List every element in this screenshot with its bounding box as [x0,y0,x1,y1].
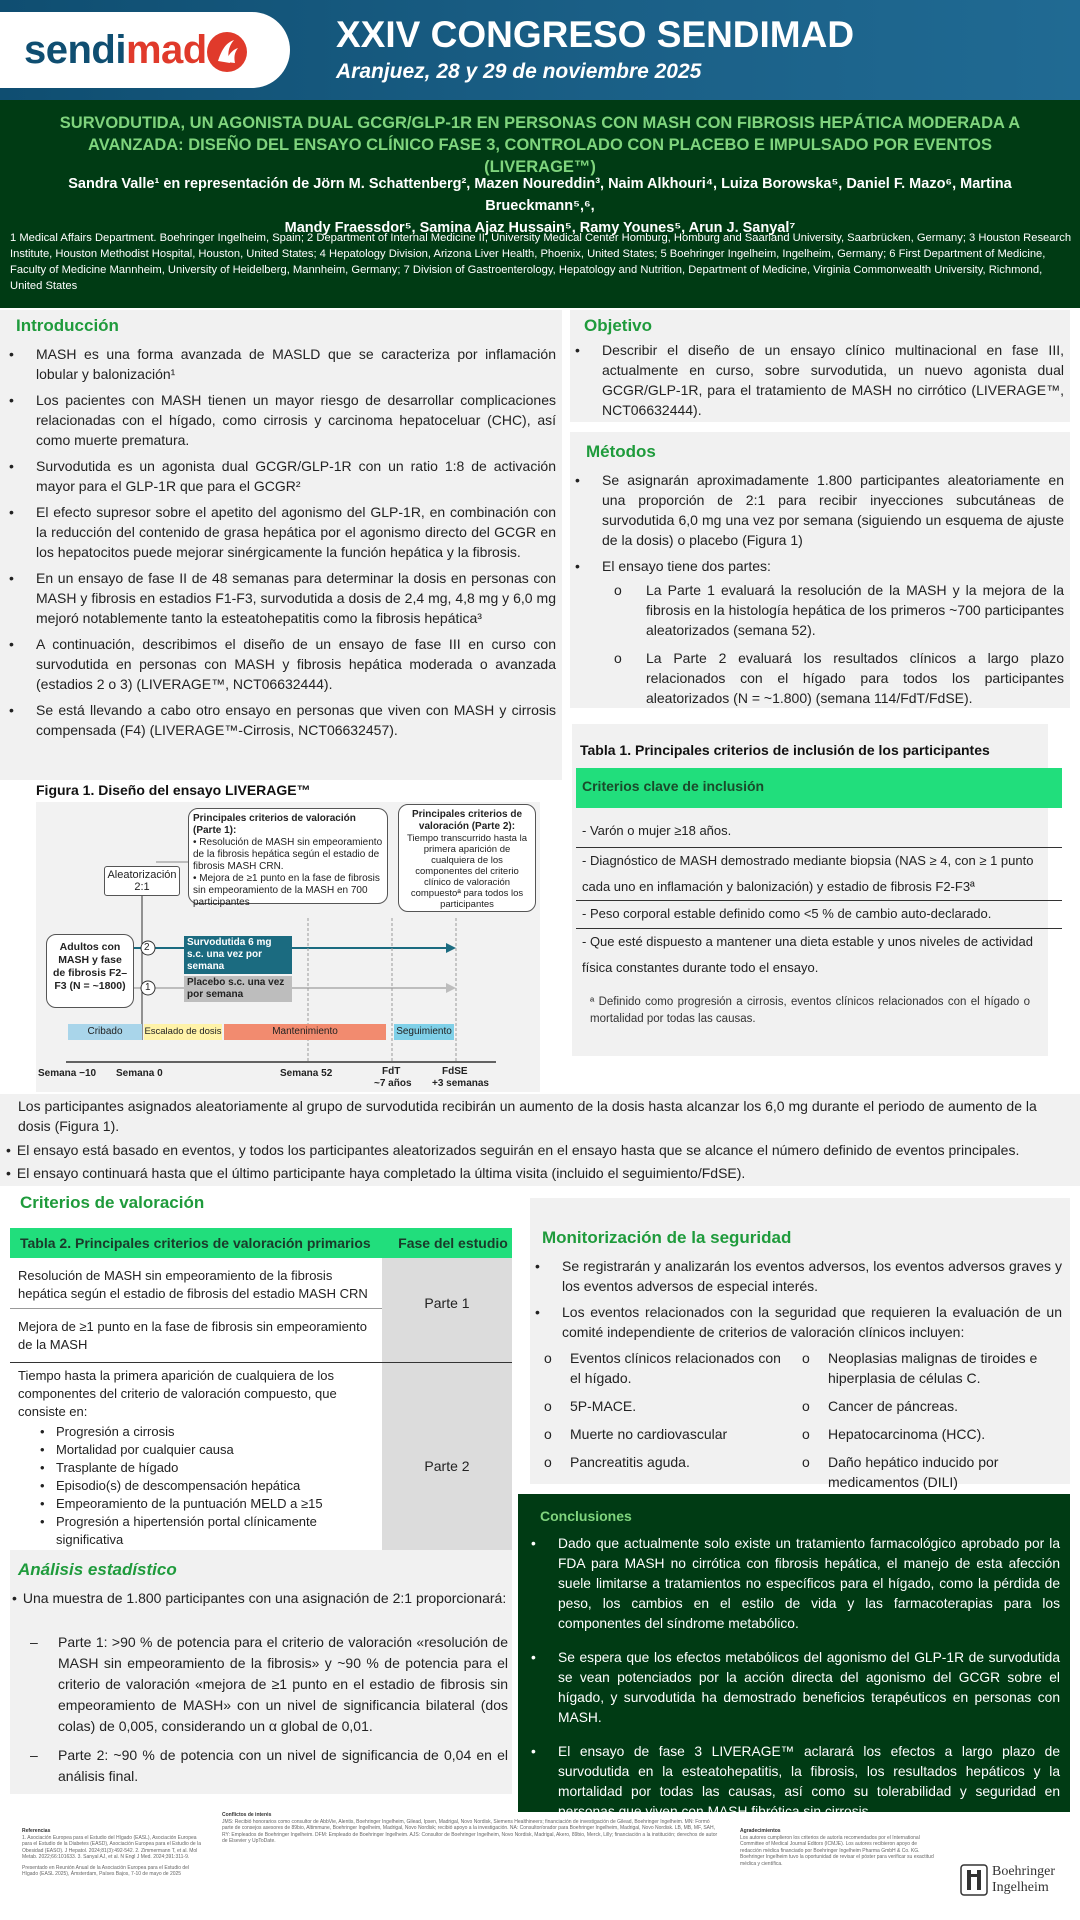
intro-item: • Se está llevando a cabo otro ensayo en personas que viven con MASH y cirrosis compensada (F4) (LIVERAGE™-Cirrosis, NCT06632457). [6,700,556,740]
table2-phase: Parte 1 [424,1295,470,1311]
table2-composite-item: • Trasplante de hígado [18,1459,378,1477]
design-note: • El ensayo está basado en eventos, y todos los participantes aleatorizados seguirán en el ensayo hasta que se alcance el número definido de eventos principales. [6,1142,1020,1158]
acknowledgements-text: Los autores cumplieron los criterios de autoría recomendados por el International Committee of Medical Journal Editors (ICMJE). Los autores recibieron apoyo de redacción médica financiado por Boehringer Ingelheim Pharma GmbH & Co. KG. Boehringer Ingelheim tuvo la oportunidad de revisar el póster para verificar su exactitud médica y científica. [740,1834,934,1867]
intro-item: • Survodutida es un agonista dual GCGR/GLP-1R con un ratio 1:8 de activación mayor para el GLP-1R que para el GCGR² [6,456,556,496]
safety-list [532,1256,1062,1348]
safety-event: o Neoplasias malignas de tiroides e hiperplasia de células C. [792,1348,1064,1388]
intro-item: • MASH es una forma avanzada de MASLD que se caracteriza por inflamación lobular y balonización¹ [6,344,556,384]
methods-subitem: o La Parte 1 evaluará la resolución de la MASH y la mejora de la fibrosis en la histología hepática de los primeros ~700 participantes aleatorizados (semana 52). [602,580,1064,640]
part1-criteria-bullet: • Mejora de ≥1 punto en la fase de fibrosis sin empeoramiento de la MASH en 700 participantes [193,873,380,908]
safety-item: • Se registrarán y analizarán los eventos adversos, los eventos adversos graves y los eventos adversos de especial interés. [532,1256,1062,1296]
stats-intro-text: Una muestra de 1.800 participantes con una asignación de 2:1 proporcionará: [22,1590,507,1606]
conclusions-title: Conclusiones [540,1508,632,1524]
part2-criteria-title: Principales criterios de valoración (Parte 2): [411,809,523,832]
safety-events-col1 [534,1348,794,1480]
acknowledgements [740,1828,940,1867]
conflicts-title: Conflictos de interés [222,1812,272,1818]
design-note: • El ensayo continuará hasta que el último participante haya completado la última visita (incluido el seguimiento/FdSE). [6,1165,746,1181]
table2-cell: Resolución de MASH sin empeoramiento de la fibrosis hepática según el estadio de fibrosis del estadio MASH CRN [18,1268,368,1301]
table2-cell [18,1367,378,1549]
intro-title: Introducción [16,316,119,335]
acknowledgements-title: Agradecimientos [740,1828,781,1834]
table1-title: Tabla 1. Principales criterios de inclusión de los participantes [580,742,990,758]
conclusions-item: • Se espera que los efectos metabólicos del agonismo del GLP-1R de survodutida se vean potenciados por la acción directa del agonismo del GCGR sobre el hígado, y survodutida ha demostrado beneficios terapéuticos en personas con MASH. [528,1648,1060,1728]
references-note: Presentado en Reunión Anual de la Asociación Europea para el Estudio del Hígado (EASL 2025), Ámsterdam, Países Bajos, 7-10 de mayo de 2025 [22,1864,190,1877]
sendimad-logo [0,12,290,88]
table2-composite-item: • Empeoramiento de la puntuación MELD a ≥15 [18,1495,378,1513]
randomization-label: Aleatorización [107,869,177,881]
conflicts-text: JMS: Recibió honorarios como consultor de AbbVie, Alentis, Boehringer Ingelheim, Gilead, Ipsen, Madrigal, Novo Nordisk, Siemens Healthineers; financiación de investigación de Gilead, Boehringer Ingelheim. MN: Formó parte de consejos asesores de 89bio, Altimmune, Boehringer Ingelheim, Madrigal, Novo Nordisk; recibió apoyo a la investigación. NA: Consultor/orador para Boehringer Ingelheim, Madrigal, Novo Nordisk. LB, MB, MF, SAH, RY: Empleados de Boehringer Ingelheim. DFM: Empleado de Boehringer Ingelheim. AJS: Consultor de Boehringer Ingelheim, Novo Nordisk, Madrigal, Akero, 89bio, Merck, Lilly; financiación a la institución; derechos de autor de Elsevier y UpToDate. [222,1818,718,1844]
table2-divider [10,1308,382,1309]
references-title: Referencias [22,1828,51,1834]
criteria-title: Criterios de valoración [20,1193,205,1212]
methods-item-text: El ensayo tiene dos partes: [602,558,771,574]
table2-composite-intro: Tiempo hasta la primera aparición de cualquiera de los componentes del criterio de valoración compuesto, que consiste en: [18,1368,337,1419]
methods-sublist [602,580,1064,708]
logo-text-part2: mad [125,28,207,72]
conclusions-item: • El ensayo de fase 3 LIVERAGE™ aclarará los efectos a largo plazo de survodutida en la esteatohepatitis, la fibrosis, los resultados hepáticos y la mortalidad por todas las causas, así como su tolerabilidad y seguridad en personas que viven con MASH fibrótica sin cirrosis. [528,1742,1060,1822]
survodutide-arm-label: Survodutida 6 mg s.c. una vez por semana [184,936,292,974]
objective-list [572,340,1064,426]
part1-criteria-title: Principales criterios de valoración (Parte 1): [193,813,356,836]
boehringer-emblem-icon [960,1864,988,1896]
table1-row: - Que esté dispuesto a mantener una dieta estable y unos niveles de actividad física constantes durante todo el ensayo. [582,934,1033,975]
randomization-ratio: 2:1 [134,881,150,893]
time-label: Semana −10 [38,1068,97,1079]
design-note-text: El ensayo continuará hasta que el último participante haya completado la última visita (incluido el seguimiento/FdSE). [16,1165,746,1181]
arm2-number: 1 [145,982,151,993]
congress-title: XXIV CONGRESO SENDIMAD [336,14,855,55]
intro-item: • En un ensayo de fase II de 48 semanas para determinar la dosis en personas con MASH y fibrosis en estadios F1-F3, survodutida a dosis de 2,4 mg, 4,8 mg y 6,0 mg mejoró notablemente tanto la esteatohepatitis como la fibrosis hepática³ [6,568,556,628]
references [22,1828,202,1878]
time-label: FdT [382,1066,401,1077]
affiliations: 1 Medical Affairs Department. Boehringer Ingelheim, Spain; 2 Department of Internal Medicine II, University Medical Center Homburg, Homburg and Saarland University, Saarbrücken, Germany; 3 Houston Research Institute, Houston Methodist Hospital, Houston, United States; 4 Hepatology Division, Arizona Liver Health, Phoenix, United States; 5 Boehringer Ingelheim, Ingelheim, Germany; 6 First Department of Medicine, Faculty of Medicine Mannheim, University of Heidelberg, Mannheim, Germany; 7 Division of Gastroenterology, Hepatology and Nutrition, Department of Medicine, Virginia Commonwealth University, Richmond, United States [10,232,1072,292]
table2-composite-item: • Progresión a hipertensión portal clínicamente significativa [18,1513,378,1549]
figure1-diagram [36,802,540,1092]
table2-phase: Parte 2 [424,1458,470,1474]
logo-text-part1: sendi [24,28,126,72]
adults-box: Adultos con MASH y fase de fibrosis F2–F3 (N = ~1800) [46,934,134,1008]
methods-item [572,556,1064,708]
table2-header [10,1228,512,1258]
objective-item: • Describir el diseño de un ensayo clínico multinacional en fase III, actualmente en curso, sobre survodutida, un nuevo agonista dual GCGR/GLP-1R, para el tratamiento de MASH no cirrótico (LIVERAGE™, NCT06632444). [572,340,1064,420]
title-band [0,100,1080,308]
phase-seguimiento: Seguimiento [394,1024,454,1040]
safety-event: o Hepatocarcinoma (HCC). [792,1424,1064,1444]
time-label: +3 semanas [432,1078,489,1089]
design-note: Los participantes asignados aleatoriamente al grupo de survodutida recibirán un aumento de la dosis hasta alcanzar los 6,0 mg durante el periodo de aumento de la dosis (Figura 1). [18,1098,1037,1134]
time-label: ~7 años [374,1078,412,1089]
placebo-arrowhead [446,983,456,993]
design-note-text: El ensayo está basado en eventos, y todos los participantes aleatorizados seguirán en el ensayo hasta que se alcance el número definido de eventos principales. [16,1142,1020,1158]
methods-item: • Se asignarán aproximadamente 1.800 participantes aleatoriamente en una proporción de 2:1 para recibir inyecciones subcutáneas de survodutida 6,0 mg una vez por semana (siguiendo un esquema de ajuste de la dosis) o placebo (Figura 1) [572,470,1064,550]
references-text: 1. Asociación Europea para el Estudio del Hígado (EASL), Asociación Europea para el Estudio de la Diabetes (EASD), Asociación Europea para el Estudio de la Obesidad (EASO). J Hepatol. 2024;81(3):492-542. 2. Zimmermann T, et al. Mol Metab. 2022;66:101633. 3. Sanyal AJ, et al. N Engl J Med. 2024;391:311-9. [22,1834,201,1860]
placebo-arm-label: Placebo s.c. una vez por semana [184,976,292,1002]
conclusions-panel [518,1494,1070,1819]
figure1-title: Figura 1. Diseño del ensayo LIVERAGE™ [36,782,311,798]
time-label: Semana 52 [280,1068,333,1079]
phase-escalado: Escalado de dosis [144,1024,222,1040]
table2-composite-item: • Episodio(s) de descompensación hepática [18,1477,378,1495]
table2-composite-item: • Mortalidad por cualquier causa [18,1441,378,1459]
methods-subitem: o La Parte 2 evaluará los resultados clínicos a largo plazo relacionados con el hígado para todos los participantes aleatorizados (N = ~1.800) (semana 114/FdT/FdSE). [602,648,1064,708]
safety-event: o 5P-MACE. [534,1396,794,1416]
safety-event: o Pancreatitis aguda. [534,1452,794,1472]
phase-cribado: Cribado [68,1024,142,1040]
survodutide-arrowhead [446,943,456,953]
table2-composite-list [18,1423,378,1549]
safety-event: o Daño hepático inducido por medicamentos (DILI) [792,1452,1064,1492]
intro-item: • A continuación, describimos el diseño de un ensayo de fase III en curso con survodutida en personas con MASH y fibrosis hepática moderada o avanzada (estadios 2 o 3) (LIVERAGE™, NCT06632444). [6,634,556,694]
table2-divider [10,1362,512,1363]
safety-title: Monitorización de la seguridad [542,1228,792,1247]
methods-title: Métodos [586,442,656,461]
conclusions-item: • Dado que actualmente solo existe un tratamiento farmacológico aprobado por la FDA para MASH no cirrótica con fibrosis hepática, el manejo de esta afección suele limitarse a tratamientos no específicos para el hígado, como la pérdida de peso, los cambios en el estilo de vida y las farmacoterapias para los componentes del síndrome metabólico. [528,1534,1060,1634]
safety-item: • Los eventos relacionados con la seguridad que requieren la evaluación de un comité independiente de criterios de valoración clínicos incluyen: [532,1302,1062,1342]
stats-list [18,1632,508,1795]
stats-title: Análisis estadístico [18,1560,177,1579]
boehringer-logo [960,1862,1060,1898]
arm1-number: 2 [144,942,150,953]
intro-list [6,344,556,746]
table2-composite-item: • Progresión a cirrosis [18,1423,378,1441]
header-banner [0,0,1080,100]
stats-intro: • Una muestra de 1.800 participantes con una asignación de 2:1 proporcionará: [12,1590,507,1606]
boehringer-name-2: Ingelheim [992,1880,1049,1895]
table2-cell: Mejora de ≥1 punto en la fase de fibrosis sin empeoramiento de la MASH [18,1319,367,1352]
time-label: Semana 0 [116,1068,163,1079]
table2-title: Tabla 2. Principales criterios de valoración primarios [20,1235,371,1251]
table1-header: Criterios clave de inclusión [576,768,1062,808]
intro-item: • El efecto supresor sobre el apetito del agonismo del GLP-1R, en combinación con la reducción del contenido de grasa hepática por el agonismo directo del GCGR en los hepatocitos puede mejorar sinérgicamente la función hepática y la fibrosis. [6,502,556,562]
objective-title: Objetivo [584,316,653,335]
conclusions-list [528,1534,1060,1836]
part1-criteria-bullet: • Resolución de MASH sin empeoramiento de la fibrosis hepática según el estadio de fibrosis MASH CRN. [193,837,383,872]
conflicts [222,1812,722,1845]
safety-events-col2 [792,1348,1064,1500]
stats-item: – Parte 2: ~90 % de potencia con un nivel de significancia de 0,04 en el análisis final. [18,1745,508,1787]
authors-line-1: Sandra Valle¹ en representación de Jörn M. Schattenberg², Mazen Noureddin³, Naim Alkhouri⁴, Luiza Borowska⁵, Daniel F. Mazo⁶, Martina Brueckmann⁵,⁶, [68,176,1012,214]
safety-event: o Eventos clínicos relacionados con el hígado. [534,1348,794,1388]
congress-subtitle: Aranjuez, 28 y 29 de noviembre 2025 [336,60,702,83]
boehringer-name-1: Boehringer [992,1864,1055,1879]
phase-mantenimiento: Mantenimiento [224,1024,386,1040]
poster-title: SURVODUTIDA, UN AGONISTA DUAL GCGR/GLP-1R EN PERSONAS CON MASH CON FIBROSIS HEPÁTICA MODERADA A AVANZADA: DISEÑO DEL ENSAYO CLÍNICO FASE 3, CONTROLADO CON PLACEBO E IMPULSADO POR EVENTOS (LIVERAGE™) [59,114,1021,176]
methods-list [572,470,1064,716]
stats-item: – Parte 1: >90 % de potencia para el criterio de valoración «resolución de MASH sin empeoramiento de la fibrosis» y ~90 % de potencia para el criterio de valoración «mejora de ≥1 punto en el estadio de fibrosis sin empeoramiento de MASH» con un nivel de significancia bilateral (dos colas) de 0,005, considerando un α global de 0,01. [18,1632,508,1737]
safety-event: o Cancer de páncreas. [792,1396,1064,1416]
safety-event: o Muerte no cardiovascular [534,1424,794,1444]
table2-phase-header: Fase del estudio [398,1235,508,1251]
table1-row: - Diagnóstico de MASH demostrado mediante biopsia (NAS ≥ 4, con ≥ 1 punto cada uno en inflamación y balonización) y estadio de fibrosis F2-F3ª [576,848,1062,901]
sendimad-flame-icon [206,31,248,73]
table1-row: - Varón o mujer ≥18 años. [576,818,1062,848]
table1-row: - Peso corporal estable definido como <5 % de cambio auto-declarado. [576,901,1062,929]
intro-item: • Los pacientes con MASH tienen un mayor riesgo de desarrollar complicaciones relacionadas con el hígado, como cirrosis y carcinoma hepatoceluar (CHC), así como muerte prematura. [6,390,556,450]
part2-criteria-text: Tiempo transcurrido hasta la primera aparición de cualquiera de los componentes del criterio clínico de valoración compuestoª para todos los participantes [406,833,528,910]
authors-line-2: Mandy Fraessdor⁵, Samina Ajaz Hussain⁵, Ramy Younes⁵, Arun J. Sanyal⁷ [284,220,796,236]
table1-footnote: ª Definido como progresión a cirrosis, eventos clínicos relacionados con el hígado o mortalidad por todas las causas. [590,996,1030,1025]
time-label: FdSE [442,1066,468,1077]
